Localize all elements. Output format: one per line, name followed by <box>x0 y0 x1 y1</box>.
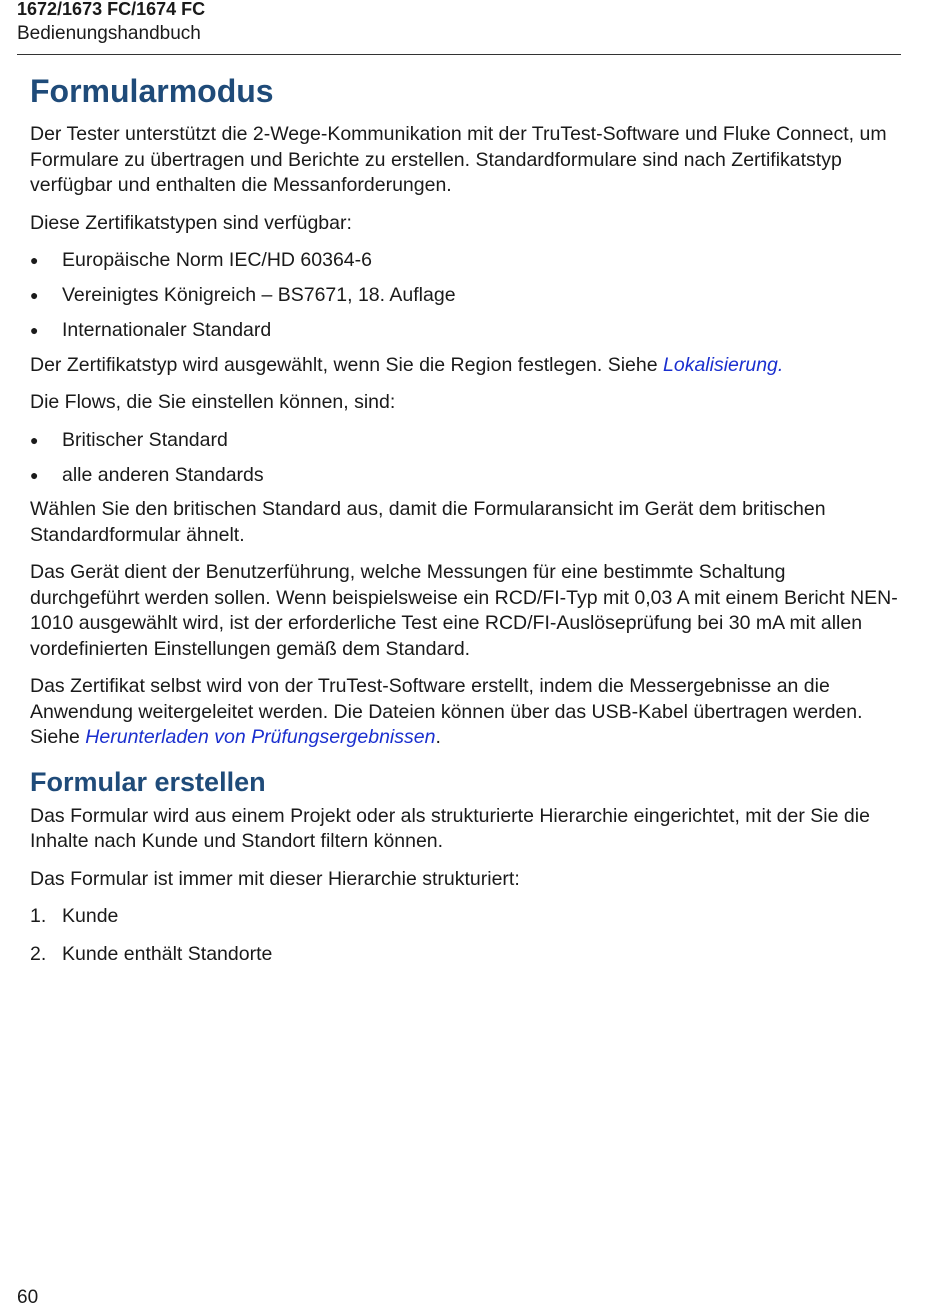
list-item-text: Vereinigtes Königreich – BS7671, 18. Auflage <box>62 284 456 306</box>
link-herunterladen[interactable]: Herunterladen von Prüfungsergebnissen <box>85 726 436 748</box>
bullet-icon: ● <box>30 431 39 448</box>
paragraph-text: Das Zertifikat selbst wird von der TruTest-Software erstellt, indem die Messergebnisse an die Anwendung weitergeleitet werden. Die Dateien können über das USB-Kabel übertragen werden. Siehe <box>30 675 863 748</box>
flows-intro: Die Flows, die Sie einstellen können, sind: <box>30 391 396 413</box>
british-standard-paragraph: Wählen Sie den britischen Standard aus, damit die Formularansicht im Gerät dem britischen Standardformular ähnelt. <box>30 498 826 546</box>
page-number: 60 <box>17 1287 39 1308</box>
document-subtitle: Bedienungshandbuch <box>17 23 201 44</box>
step-number: 1. <box>30 905 47 927</box>
list-item <box>30 463 900 489</box>
cert-types-list <box>30 248 900 344</box>
certificate-paragraph <box>30 674 900 751</box>
user-guidance-paragraph: Das Gerät dient der Benutzerführung, welche Messungen für eine bestimmte Schaltung durchgeführt werden sollen. Wenn beispielsweise ein RCD/FI-Typ mit 0,03 A mit einem Bericht NEN-1010 ausgewählt wird, ist der erforderliche Test eine RCD/FI-Auslöseprüfung bei 30 mA mit allen vordefinierten Einstellungen gemäß dem Standard. <box>30 561 898 660</box>
link-lokalisierung[interactable]: Lokalisierung <box>663 353 778 376</box>
hierarchy-list <box>30 904 900 968</box>
step-number: 2. <box>30 943 47 965</box>
cert-types-intro: Diese Zertifikatstypen sind verfügbar: <box>30 211 352 234</box>
bullet-icon: ● <box>30 287 39 303</box>
link-period: . <box>777 353 784 376</box>
list-item-text: Internationaler Standard <box>62 319 272 341</box>
form-setup-paragraph: Das Formular wird aus einem Projekt oder als strukturierte Hierarchie eingerichtet, mit der Sie die Inhalte nach Kunde und Standort filtern können. <box>30 804 870 852</box>
list-item <box>30 318 900 344</box>
flows-list <box>30 428 900 489</box>
cert-type-selection-paragraph <box>30 353 900 379</box>
list-item <box>30 248 900 274</box>
list-item <box>30 428 900 454</box>
bullet-icon: ● <box>30 252 39 268</box>
list-item-text: Kunde <box>62 905 119 927</box>
list-item <box>30 942 900 968</box>
list-item-text: Kunde enthält Standorte <box>62 943 273 965</box>
hierarchy-intro: Das Formular ist immer mit dieser Hierarchie strukturiert: <box>30 867 520 890</box>
list-item-text: alle anderen Standards <box>62 463 264 486</box>
section-title-formular-erstellen: Formular erstellen <box>30 766 266 797</box>
main-content <box>30 70 900 980</box>
product-model: 1672/1673 FC/1674 FC <box>17 0 206 19</box>
page-header <box>17 0 901 47</box>
list-item <box>30 283 900 309</box>
bullet-icon: ● <box>30 322 39 338</box>
bullet-icon: ● <box>30 466 39 483</box>
list-item <box>30 904 900 930</box>
list-item-text: Europäische Norm IEC/HD 60364-6 <box>62 249 372 271</box>
paragraph-text: Der Zertifikatstyp wird ausgewählt, wenn Sie die Region festlegen. Siehe <box>30 353 663 376</box>
paragraph-end: . <box>435 726 441 748</box>
list-item-text: Britischer Standard <box>62 428 228 451</box>
intro-paragraph: Der Tester unterstützt die 2-Wege-Kommunikation mit der TruTest-Software und Fluke Connect, um Formulare zu übertragen und Berichte zu erstellen. Standardformulare sind nach Zertifikatstyp verfügbar und enthalten die Messanforderungen. <box>30 123 887 196</box>
header-divider <box>17 54 901 55</box>
section-title-formularmodus: Formularmodus <box>30 73 274 109</box>
